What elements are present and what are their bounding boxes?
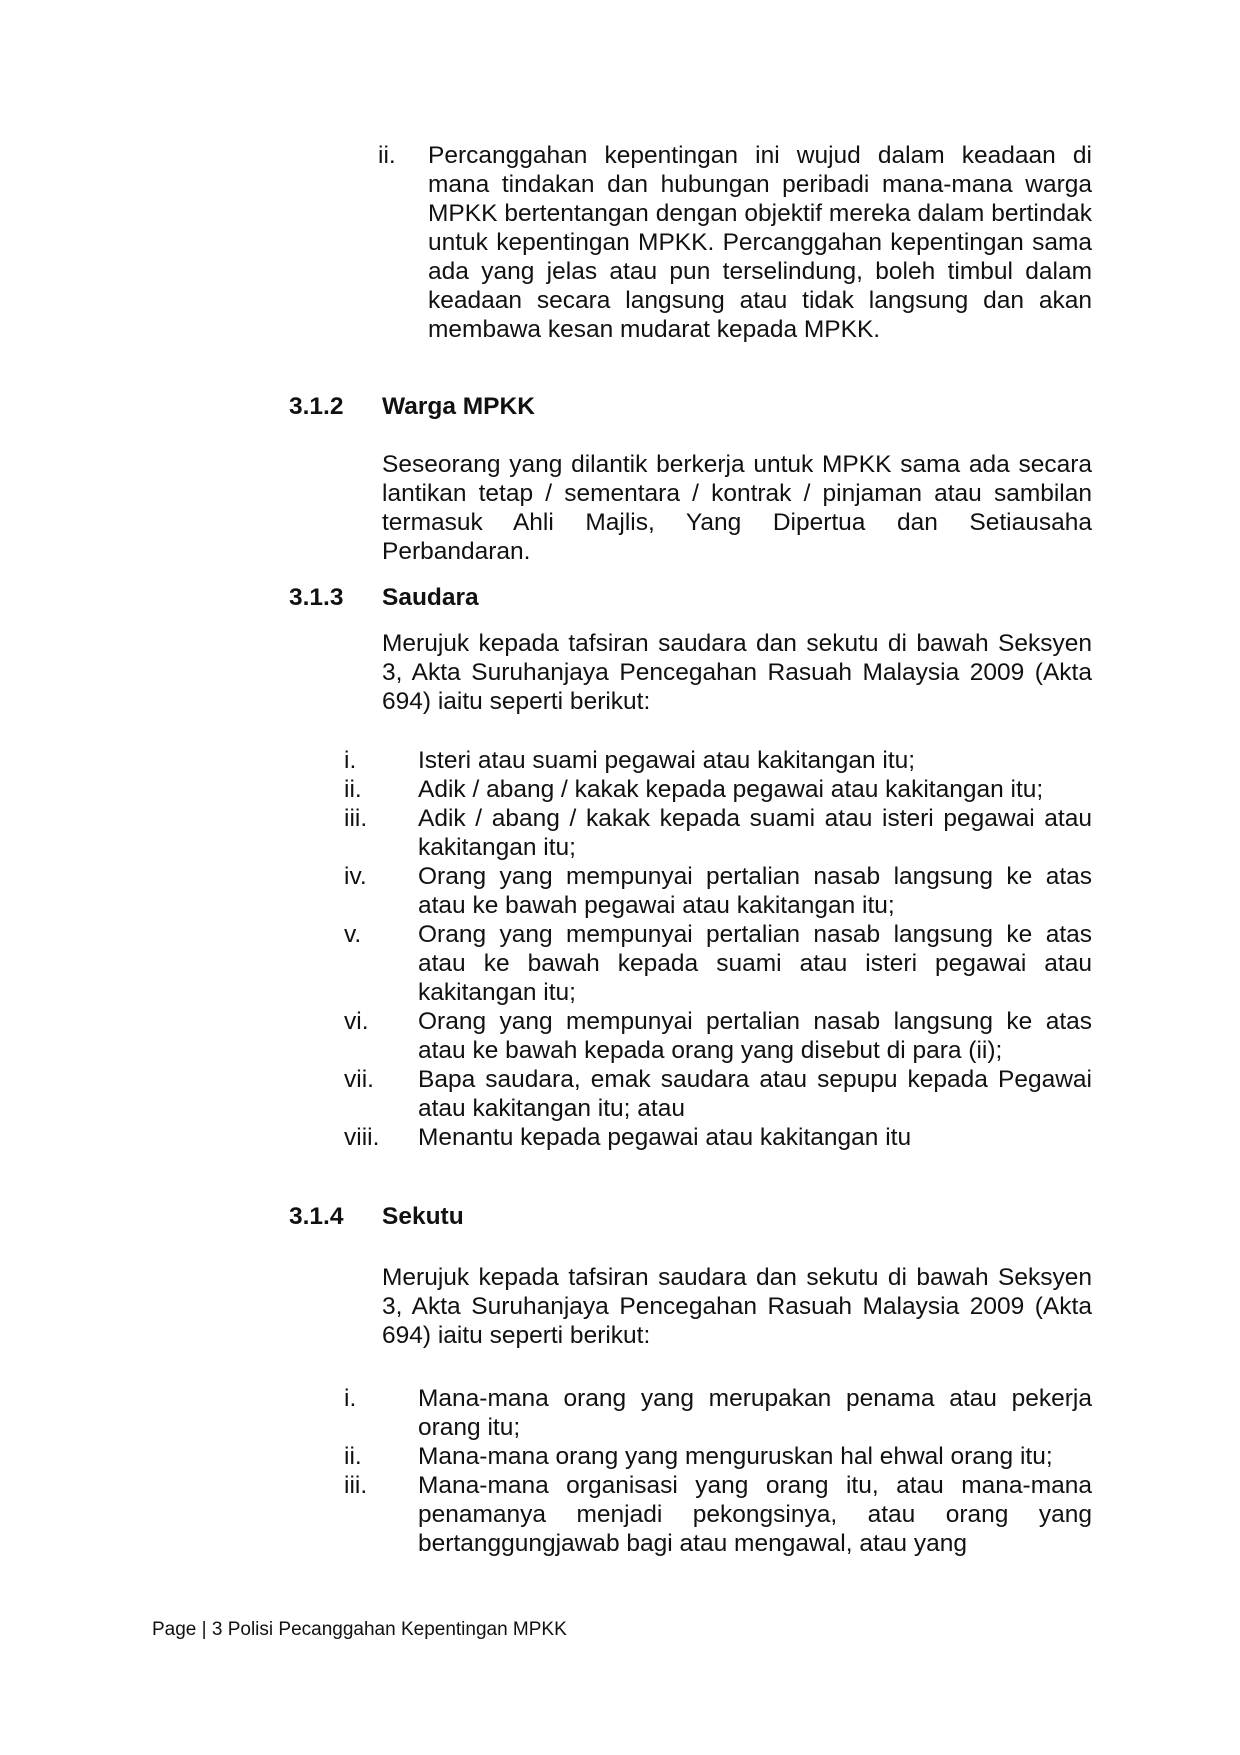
list-item-number: iii. — [344, 1472, 368, 1499]
list-item-number: iii. — [344, 805, 368, 832]
list-item-text: Mana-mana organisasi yang orang itu, atau mana-mana penamanya menjadi pekongsinya, atau orang yang bertanggungjawab bagi atau mengawal, atau yang — [418, 1472, 1092, 1557]
list-item-text: Isteri atau suami pegawai atau kakitangan itu; — [418, 747, 916, 774]
list-item — [344, 1471, 1092, 1558]
section-title-warga-mpkk: Warga MPKK — [382, 393, 535, 420]
list-item — [344, 1065, 1092, 1123]
section-title-sekutu: Sekutu — [382, 1203, 464, 1230]
list-item-number: i. — [344, 747, 357, 774]
list-item-number: ii. — [344, 776, 362, 803]
list-item-number: viii. — [344, 1124, 380, 1151]
list-item-text: Menantu kepada pegawai atau kakitangan itu — [418, 1124, 912, 1151]
list-item-text: Mana-mana orang yang menguruskan hal ehwal orang itu; — [418, 1443, 1053, 1470]
list-item — [344, 775, 1092, 804]
list-item — [344, 746, 1092, 775]
list-item — [344, 1384, 1092, 1442]
list-item — [344, 920, 1092, 1007]
list-item-text: Adik / abang / kakak kepada suami atau isteri pegawai atau kakitangan itu; — [418, 805, 1092, 861]
list-item-text: Mana-mana orang yang merupakan penama atau pekerja orang itu; — [418, 1385, 1092, 1441]
page-footer: Page | 3 Polisi Pecanggahan Kepentingan MPKK — [152, 1619, 567, 1640]
list-item-number: vi. — [344, 1008, 369, 1035]
list-item-number: i. — [344, 1385, 357, 1412]
section-body-warga-mpkk: Seseorang yang dilantik berkerja untuk MPKK sama ada secara lantikan tetap / sementara / kontrak / pinjaman atau sambilan termasuk Ahli Majlis, Yang Dipertua dan Setiausaha Perbandaran. — [382, 451, 1092, 565]
section-body-sekutu: Merujuk kepada tafsiran saudara dan sekutu di bawah Seksyen 3, Akta Suruhanjaya Pencegahan Rasuah Malaysia 2009 (Akta 694) iaitu seperti berikut: — [382, 1264, 1092, 1349]
list-item — [344, 1123, 1092, 1152]
list-item-number: vii. — [344, 1066, 374, 1093]
list-item-text: Bapa saudara, emak saudara atau sepupu kepada Pegawai atau kakitangan itu; atau — [418, 1066, 1092, 1122]
saudara-list — [344, 746, 1092, 1152]
list-item-number: iv. — [344, 863, 367, 890]
list-item-number: v. — [344, 921, 362, 948]
list-item — [344, 804, 1092, 862]
list-item-number: ii. — [344, 1443, 362, 1470]
list-item — [344, 1442, 1092, 1471]
list-item-text: Adik / abang / kakak kepada pegawai atau kakitangan itu; — [418, 776, 1044, 803]
section-number-3-1-4: 3.1.4 — [289, 1203, 344, 1230]
intro-item-number: ii. — [378, 142, 396, 169]
list-item-text: Orang yang mempunyai pertalian nasab langsung ke atas atau ke bawah kepada orang yang disebut di para (ii); — [418, 1008, 1092, 1064]
list-item — [344, 862, 1092, 920]
section-number-3-1-2: 3.1.2 — [289, 393, 344, 420]
section-title-saudara: Saudara — [382, 584, 479, 611]
section-number-3-1-3: 3.1.3 — [289, 584, 344, 611]
sekutu-list — [344, 1384, 1092, 1558]
list-item-text: Orang yang mempunyai pertalian nasab langsung ke atas atau ke bawah pegawai atau kakitangan itu; — [418, 863, 1092, 919]
list-item-text: Orang yang mempunyai pertalian nasab langsung ke atas atau ke bawah kepada suami atau isteri pegawai atau kakitangan itu; — [418, 921, 1092, 1006]
list-item — [344, 1007, 1092, 1065]
intro-item-text: Percanggahan kepentingan ini wujud dalam keadaan di mana tindakan dan hubungan peribadi mana-mana warga MPKK bertentangan dengan objektif mereka dalam bertindak untuk kepentingan MPKK. Percanggahan kepentingan sama ada yang jelas atau pun terselindung, boleh timbul dalam keadaan secara langsung atau tidak langsung dan akan membawa kesan mudarat kepada MPKK. — [428, 142, 1092, 343]
section-body-saudara: Merujuk kepada tafsiran saudara dan sekutu di bawah Seksyen 3, Akta Suruhanjaya Pencegahan Rasuah Malaysia 2009 (Akta 694) iaitu seperti berikut: — [382, 630, 1092, 715]
